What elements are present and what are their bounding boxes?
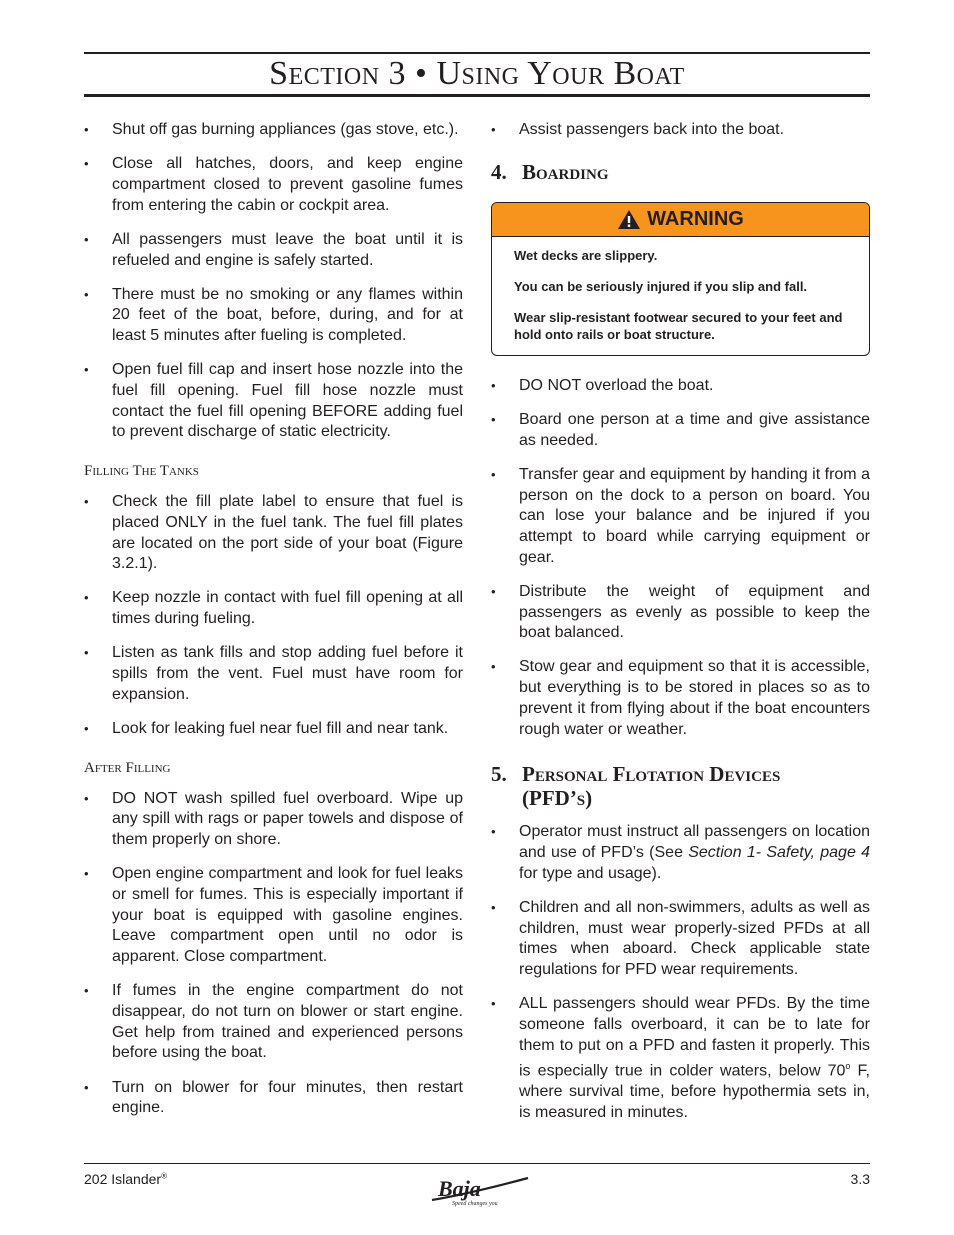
logo-tagline: Speed changes you xyxy=(452,1201,498,1207)
after-filling-list xyxy=(84,789,463,1119)
pfd-number: 5. xyxy=(491,762,507,787)
page-number: 3.3 xyxy=(850,1171,870,1187)
boarding-number: 4. xyxy=(491,159,507,184)
boarding-heading xyxy=(491,160,870,184)
warning-label: WARNING xyxy=(647,207,744,230)
list-item: • Check the fill plate label to ensure that fuel is placed ONLY in the fuel tank. The fuel fill plates are located on the port side of your boat (Figure 3.2.1). xyxy=(84,492,463,575)
degree-mark: o xyxy=(845,1061,851,1072)
section-title: Section 3 • Using Your Boat xyxy=(269,55,685,92)
left-column xyxy=(84,120,463,1133)
list-item: • Distribute the weight of equipment and passengers as evenly as possible to keep the boat balanced. xyxy=(491,582,870,644)
warning-box xyxy=(491,202,870,356)
registered-mark: ® xyxy=(161,1171,167,1181)
top-list xyxy=(491,120,870,141)
list-item: • Assist passengers back into the boat. xyxy=(491,120,870,141)
list-item: • Listen as tank fills and stop adding fuel before it spills from the vent. Fuel must have room for expansion. xyxy=(84,643,463,705)
list-item: • If fumes in the engine compartment do not disappear, do not turn on blower or start engine. Get help from trained and experienced persons before using the boat. xyxy=(84,981,463,1064)
footer-rule xyxy=(84,1163,870,1164)
list-item: • Shut off gas burning appliances (gas stove, etc.). xyxy=(84,120,463,141)
list-item: • Close all hatches, doors, and keep engine compartment closed to prevent gasoline fumes from entering the cabin or cockpit area. xyxy=(84,154,463,216)
pfd-list xyxy=(491,822,870,1123)
list-item: • Open fuel fill cap and insert hose nozzle into the fuel fill opening. Fuel fill hose nozzle must contact the fuel fill opening BEFORE adding fuel to prevent discharge of static electricity. xyxy=(84,360,463,443)
list-item: • Turn on blower for four minutes, then restart engine. xyxy=(84,1078,463,1119)
list-item: • Stow gear and equipment so that it is accessible, but everything is to be stored in places so as to prevent it from flying about if the boat encounters rough water or weather. xyxy=(491,657,870,740)
fuel-safety-list xyxy=(84,120,463,443)
warning-line: Wet decks are slippery. xyxy=(514,247,658,263)
header-bottom-rule xyxy=(84,94,870,97)
pfd-heading xyxy=(491,762,870,810)
warning-line: Wear slip-resistant footwear secured to your feet and hold onto rails or boat structure. xyxy=(514,309,843,342)
list-item: • There must be no smoking or any flames within 20 feet of the boat, before, during, and for at least 5 minutes after fueling is completed. xyxy=(84,285,463,347)
list-item: • ALL passengers should wear PFDs. By the time someone falls overboard, it can be to late for them to put on a PFD and fasten it properly. This is especially true in colder waters, below 70$^o$ F, where survival time, before hypothermia sets in, is measured in minutes. xyxy=(491,994,870,1124)
list-item: • Children and all non-swimmers, adults as well as children, must wear properly-sized PFDs at all times when aboard. Check applicable state regulations for PFD wear requirements. xyxy=(491,898,870,981)
pfd-title-line-2: (PFD’s) xyxy=(522,786,593,811)
warning-banner xyxy=(492,203,869,237)
list-item: • Operator must instruct all passengers on location and use of PFD’s (See Section 1- Safety, page 4 for type and usage). xyxy=(491,822,870,884)
list-item: • DO NOT wash spilled fuel overboard. Wipe up any spill with rags or paper towels and dispose of them properly on shore. xyxy=(84,789,463,851)
list-item: • Open engine compartment and look for fuel leaks or smell for fumes. This is especially important if your boat is equipped with gasoline engines. Leave compartment open until no odor is apparent. Close compartment. xyxy=(84,864,463,968)
list-item: • Board one person at a time and give assistance as needed. xyxy=(491,410,870,451)
logo-wordmark: Baja xyxy=(438,1176,481,1201)
boarding-title: Boarding xyxy=(522,159,609,184)
list-item: • DO NOT overload the boat. xyxy=(491,376,870,397)
warning-body xyxy=(492,237,869,355)
boarding-list xyxy=(491,376,870,741)
right-column xyxy=(491,120,870,1137)
filling-heading: Filling The Tanks xyxy=(84,463,199,480)
baja-logo xyxy=(428,1170,532,1208)
warning-line: You can be seriously injured if you slip and fall. xyxy=(514,278,808,294)
list-item: • Transfer gear and equipment by handing it from a person on the dock to a person on board. You can lose your balance and be injured if you attempt to board while carrying equipment or gear. xyxy=(491,465,870,569)
list-item: • Keep nozzle in contact with fuel fill opening at all times during fueling. xyxy=(84,588,463,629)
after-filling-heading: After Filling xyxy=(84,759,171,776)
list-item: • All passengers must leave the boat until it is refueled and engine is safely started. xyxy=(84,230,463,271)
section-reference: Section 1- Safety, page 4 xyxy=(688,843,871,861)
filling-list xyxy=(84,492,463,740)
footer-model: 202 Islander® xyxy=(84,1171,167,1187)
pfd-title-line-1: Personal Flotation Devices xyxy=(522,762,781,787)
warning-triangle-icon xyxy=(617,209,641,230)
list-item: • Look for leaking fuel near fuel fill and near tank. xyxy=(84,719,463,740)
